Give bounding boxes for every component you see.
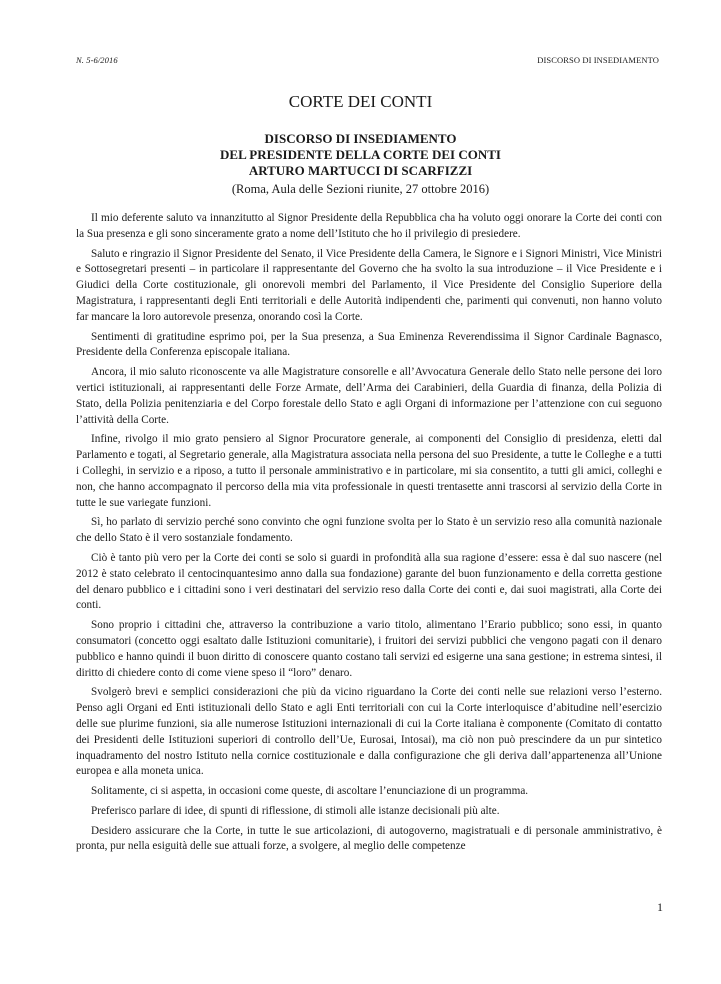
paragraph: Sono proprio i cittadini che, attraverso la contribuzione a vario titolo, alimentano l’Erario pubblico; sono essi, in quanto consumatori (concetto oggi esaltato dalle Istituzioni comunitarie), i fruitori dei servizi pubblici che vengono pagati con il denaro pubblico e hanno quindi il buon diritto di conoscere quanto costano tali servizi ed esigerne una sana gestione; in estrema sintesi, il diritto di chiedere conto di come viene speso il “loro” denaro. <box>76 619 662 679</box>
running-header <box>76 55 659 65</box>
subtitle-line-2: DEL PRESIDENTE DELLA CORTE DEI CONTI <box>220 147 501 162</box>
page-number: 1 <box>657 900 663 914</box>
place-date: (Roma, Aula delle Sezioni riunite, 27 ottobre 2016) <box>231 182 490 196</box>
paragraph: Saluto e ringrazio il Signor Presidente del Senato, il Vice Presidente della Camera, le Signore e i Signori Ministri, Vice Ministri e Sottosegretari presenti – in particolare il rappresentante del Governo che ha svolto la sua introduzione – il Vice Presidente e i Giudici della Corte costituzionale, gli onorevoli membri del Parlamento, il Vice Presidente del Consiglio Superiore della Magistratura, i rappresentanti degli Enti territoriali e delle Autorità indipendenti che, parimenti qui convenuti, non hanno voluto far mancare la loro autorevole presenza, onorando così la Corte. <box>76 247 662 323</box>
body-text <box>76 211 662 859</box>
subtitle-line-1: DISCORSO DI INSEDIAMENTO <box>264 131 457 146</box>
document-subtitle <box>0 131 721 179</box>
paragraph: Infine, rivolgo il mio grato pensiero al Signor Procuratore generale, ai componenti del Consiglio di presidenza, eletti dal Parlamento e togati, al Segretario generale, alla Magistratura associata nella persona del suo Presidente, a tutte le Colleghe e a tutti i Colleghi, in servizio e a riposo, a tutto il personale amministrativo e in particolare, mi sia consentito, a tutti gli amici, colleghi e non, che hanno accompagnato il percorso della mia vita professionale in questi trentasette anni trascorsi al servizio della Corte in tutte le sue variegate funzioni. <box>76 433 662 509</box>
paragraph: Sì, ho parlato di servizio perché sono convinto che ogni funzione svolta per lo Stato è un servizio reso alla comunità nazionale che dello Stato è il vero sostanziale fondamento. <box>76 516 662 545</box>
paragraph: Il mio deferente saluto va innanzitutto al Signor Presidente della Repubblica cha ha voluto oggi onorare la Corte dei conti con la Sua presenza e gli sono sinceramente grato a nome dell’Istituto che ho il privilegio di presiedere. <box>76 212 662 240</box>
paragraph: Preferisco parlare di idee, di spunti di riflessione, di stimoli alle istanze decisionali più alte. <box>91 804 500 817</box>
paragraph: Desidero assicurare che la Corte, in tutte le sue articolazioni, di autogoverno, magistratuali e di personale amministrativo, è pronta, pur nella esiguità delle sue attuali forze, a svolgere, al meglio delle competenze <box>76 824 662 853</box>
paragraph: Ciò è tanto più vero per la Corte dei conti se solo si guardi in profondità alla sua ragione d’essere: essa è dal suo nascere (nel 2012 è stato celebrato il centocinquantesimo anno dalla sua fondazione) garante del buon funzionamento e della corretta gestione del denaro pubblico e i cittadini sono i veri destinatari del servizio reso dalla Corte dei conti e, dai suoi magistrati, alla Corte dei conti. <box>76 551 662 612</box>
paragraph: Sentimenti di gratitudine esprimo poi, per la Sua presenza, a Sua Eminenza Reverendissima il Signor Cardinale Bagnasco, Presidente della Conferenza episcopale italiana. <box>76 330 662 359</box>
section-title: DISCORSO DI INSEDIAMENTO <box>537 55 659 65</box>
paragraph: Solitamente, ci si aspetta, in occasioni come queste, di ascoltare l’enunciazione di un programma. <box>91 785 529 798</box>
subtitle-line-3: ARTURO MARTUCCI DI SCARFIZZI <box>248 163 473 178</box>
document-title: CORTE DEI CONTI <box>288 92 433 111</box>
issue-number: N. 5-6/2016 <box>76 55 118 65</box>
paragraph: Ancora, il mio saluto riconoscente va alle Magistrature consorelle e all’Avvocatura Generale dello Stato nelle persone dei loro vertici istituzionali, ai rappresentanti delle Forze Armate, dell’Arma dei Carabinieri, della Guardia di finanza, della Polizia di Stato, della Polizia penitenziaria e del Corpo forestale dello Stato e agli Organi di informazione per l’attenzione con cui seguono l’attività della Corte. <box>76 366 662 426</box>
paragraph: Svolgerò brevi e semplici considerazioni che più da vicino riguardano la Corte dei conti nelle sue relazioni verso l’esterno. Penso agli Organi ed Enti istituzionali dello Stato e agli Enti territoriali con cui la Corte interloquisce d’abitudine nell’esercizio delle sue plurime funzioni, sia alle numerose Istituzioni internazionali di cui la Corte italiana è componente (Comitato di contatto dei Presidenti delle Istituzioni superiori di controllo dell’Ue, Eurosai, Intosai), ma ciò non può prescindere da un pur sintetico inquadramento del nostro Istituto nella cornice costituzionale e dalla configurazione che gli deriva dall’appartenenza all’Unione europea e alla moneta unica. <box>76 686 662 778</box>
